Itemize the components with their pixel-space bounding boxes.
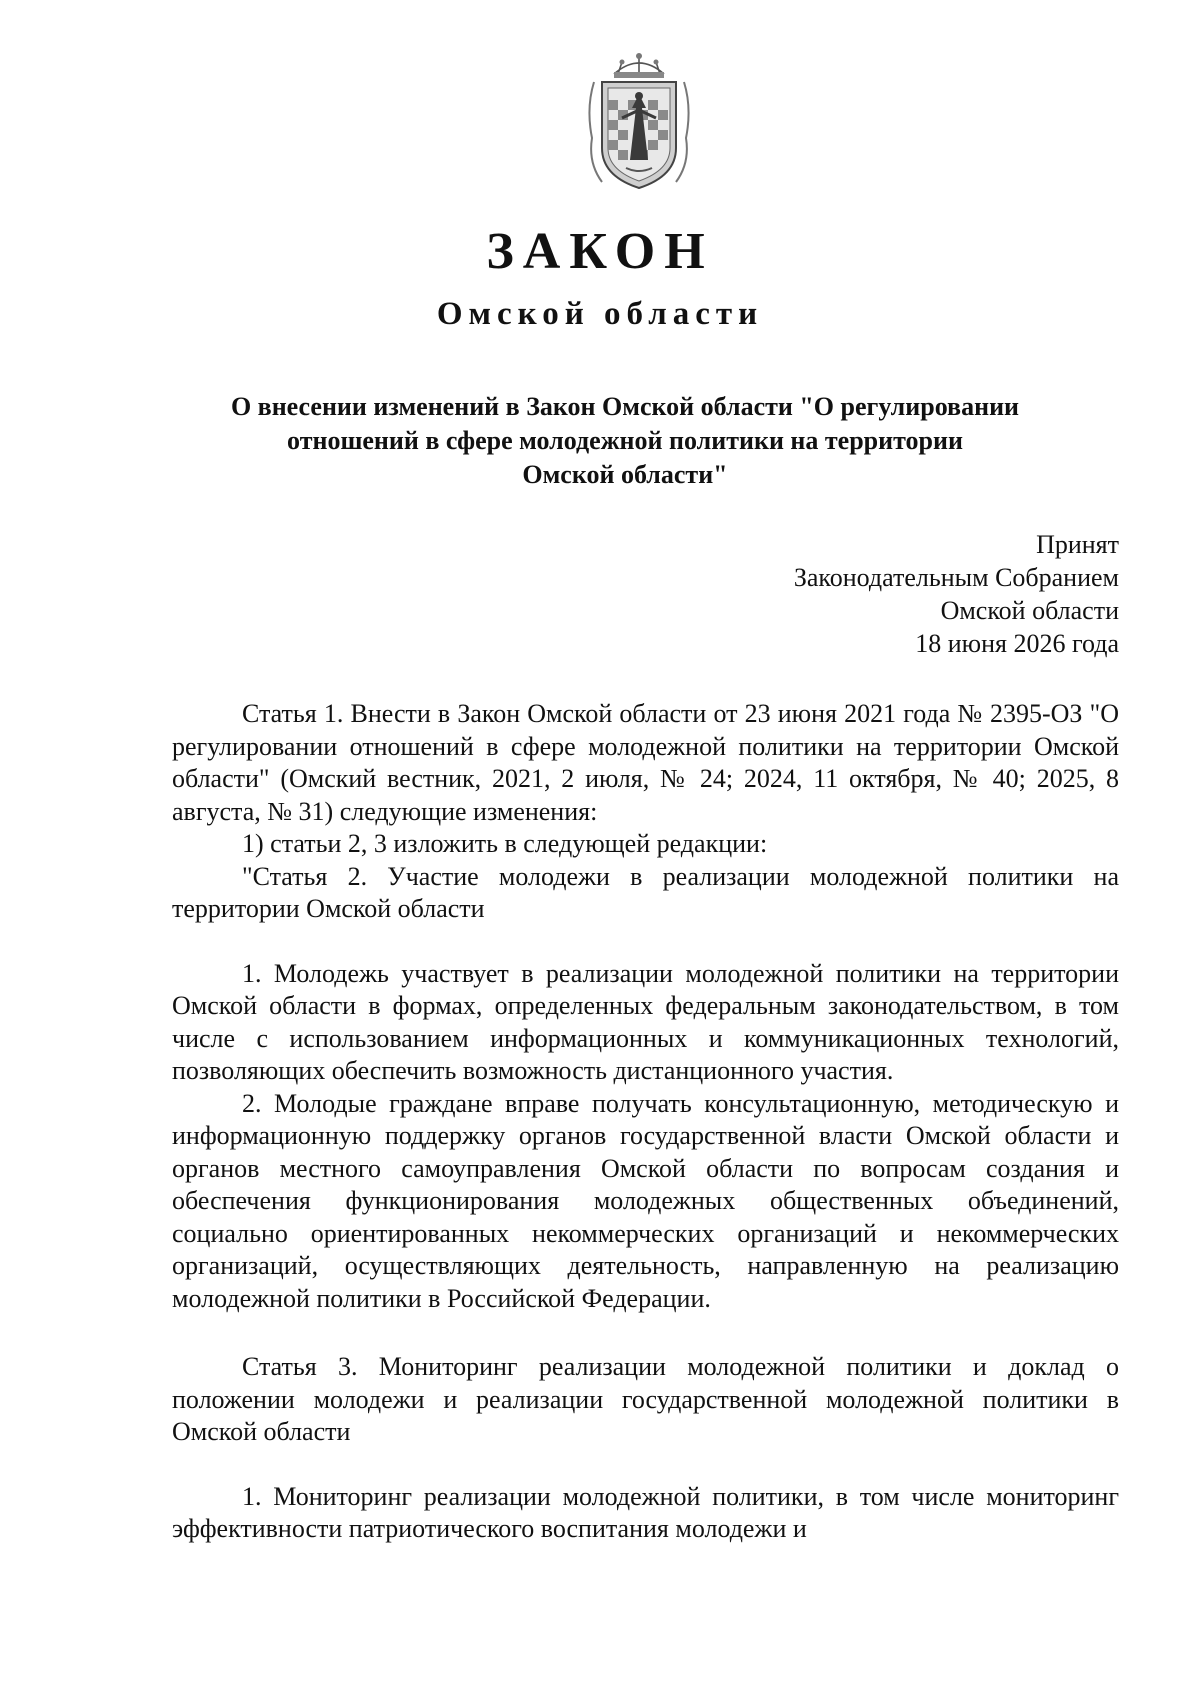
heading-line: О внесении изменений в Закон Омской области "О регулировании <box>230 392 1020 421</box>
coat-of-arms-icon <box>582 48 696 194</box>
adoption-date: 18 июня 2026 года <box>915 629 1119 658</box>
heading-line: отношений в сфере молодежной политики на территории <box>287 426 963 455</box>
law-heading <box>180 390 1070 492</box>
adoption-line: Омской области <box>940 596 1119 625</box>
article-2-heading: "Статья 2. Участие молодежи в реализации молодежной политики на территории Омской области <box>172 861 1119 923</box>
adoption-block <box>794 528 1119 660</box>
amendment-item: 1) статьи 2, 3 изложить в следующей редакции: <box>242 829 768 858</box>
heading-line: Омской области" <box>522 460 728 489</box>
article-3-part-1: 1. Мониторинг реализации молодежной политики, в том числе мониторинг эффективности патриотического воспитания молодежи и <box>172 1481 1119 1543</box>
article-3-heading: Статья 3. Мониторинг реализации молодежной политики и доклад о положении молодежи и реализации государственной молодежной политики в Омской области <box>172 1352 1119 1446</box>
adoption-line: Законодательным Собранием <box>793 563 1119 592</box>
article-1-paragraph: Статья 1. Внести в Закон Омской области от 23 июня 2021 года № 2395-ОЗ "О регулировании отношений в сфере молодежной политики на территории Омской области" (Омский вестник, 2021, 2 июля, № 24; 2024, 11 октября, № 40; 2025, 8 августа, № 31) следующие изменения: <box>172 699 1119 826</box>
adoption-line: Принят <box>1036 530 1119 559</box>
article-2-part-1: 1. Молодежь участвует в реализации молодежной политики на территории Омской области в формах, определенных федеральным законодательством, в том числе с использованием информационных и коммуникационных технологий, позволяющих обеспечить возможность дистанционного участия. <box>172 958 1119 1085</box>
document-body <box>172 698 1119 1546</box>
law-title: ЗАКОН <box>486 223 714 280</box>
article-2-part-2: 2. Молодые граждане вправе получать консультационную, методическую и информационную поддержку органов государственной власти Омской области и органов местного самоуправления Омской области по вопросам создания и обеспечения функционирования молодежных общественных объединений, социально ориентированных некоммерческих организаций и некоммерческих организаций, осуществляющих деятельность, направленную на реализацию молодежной политики в Российской Федерации. <box>172 1088 1119 1313</box>
law-subtitle: Омской области <box>436 296 764 332</box>
